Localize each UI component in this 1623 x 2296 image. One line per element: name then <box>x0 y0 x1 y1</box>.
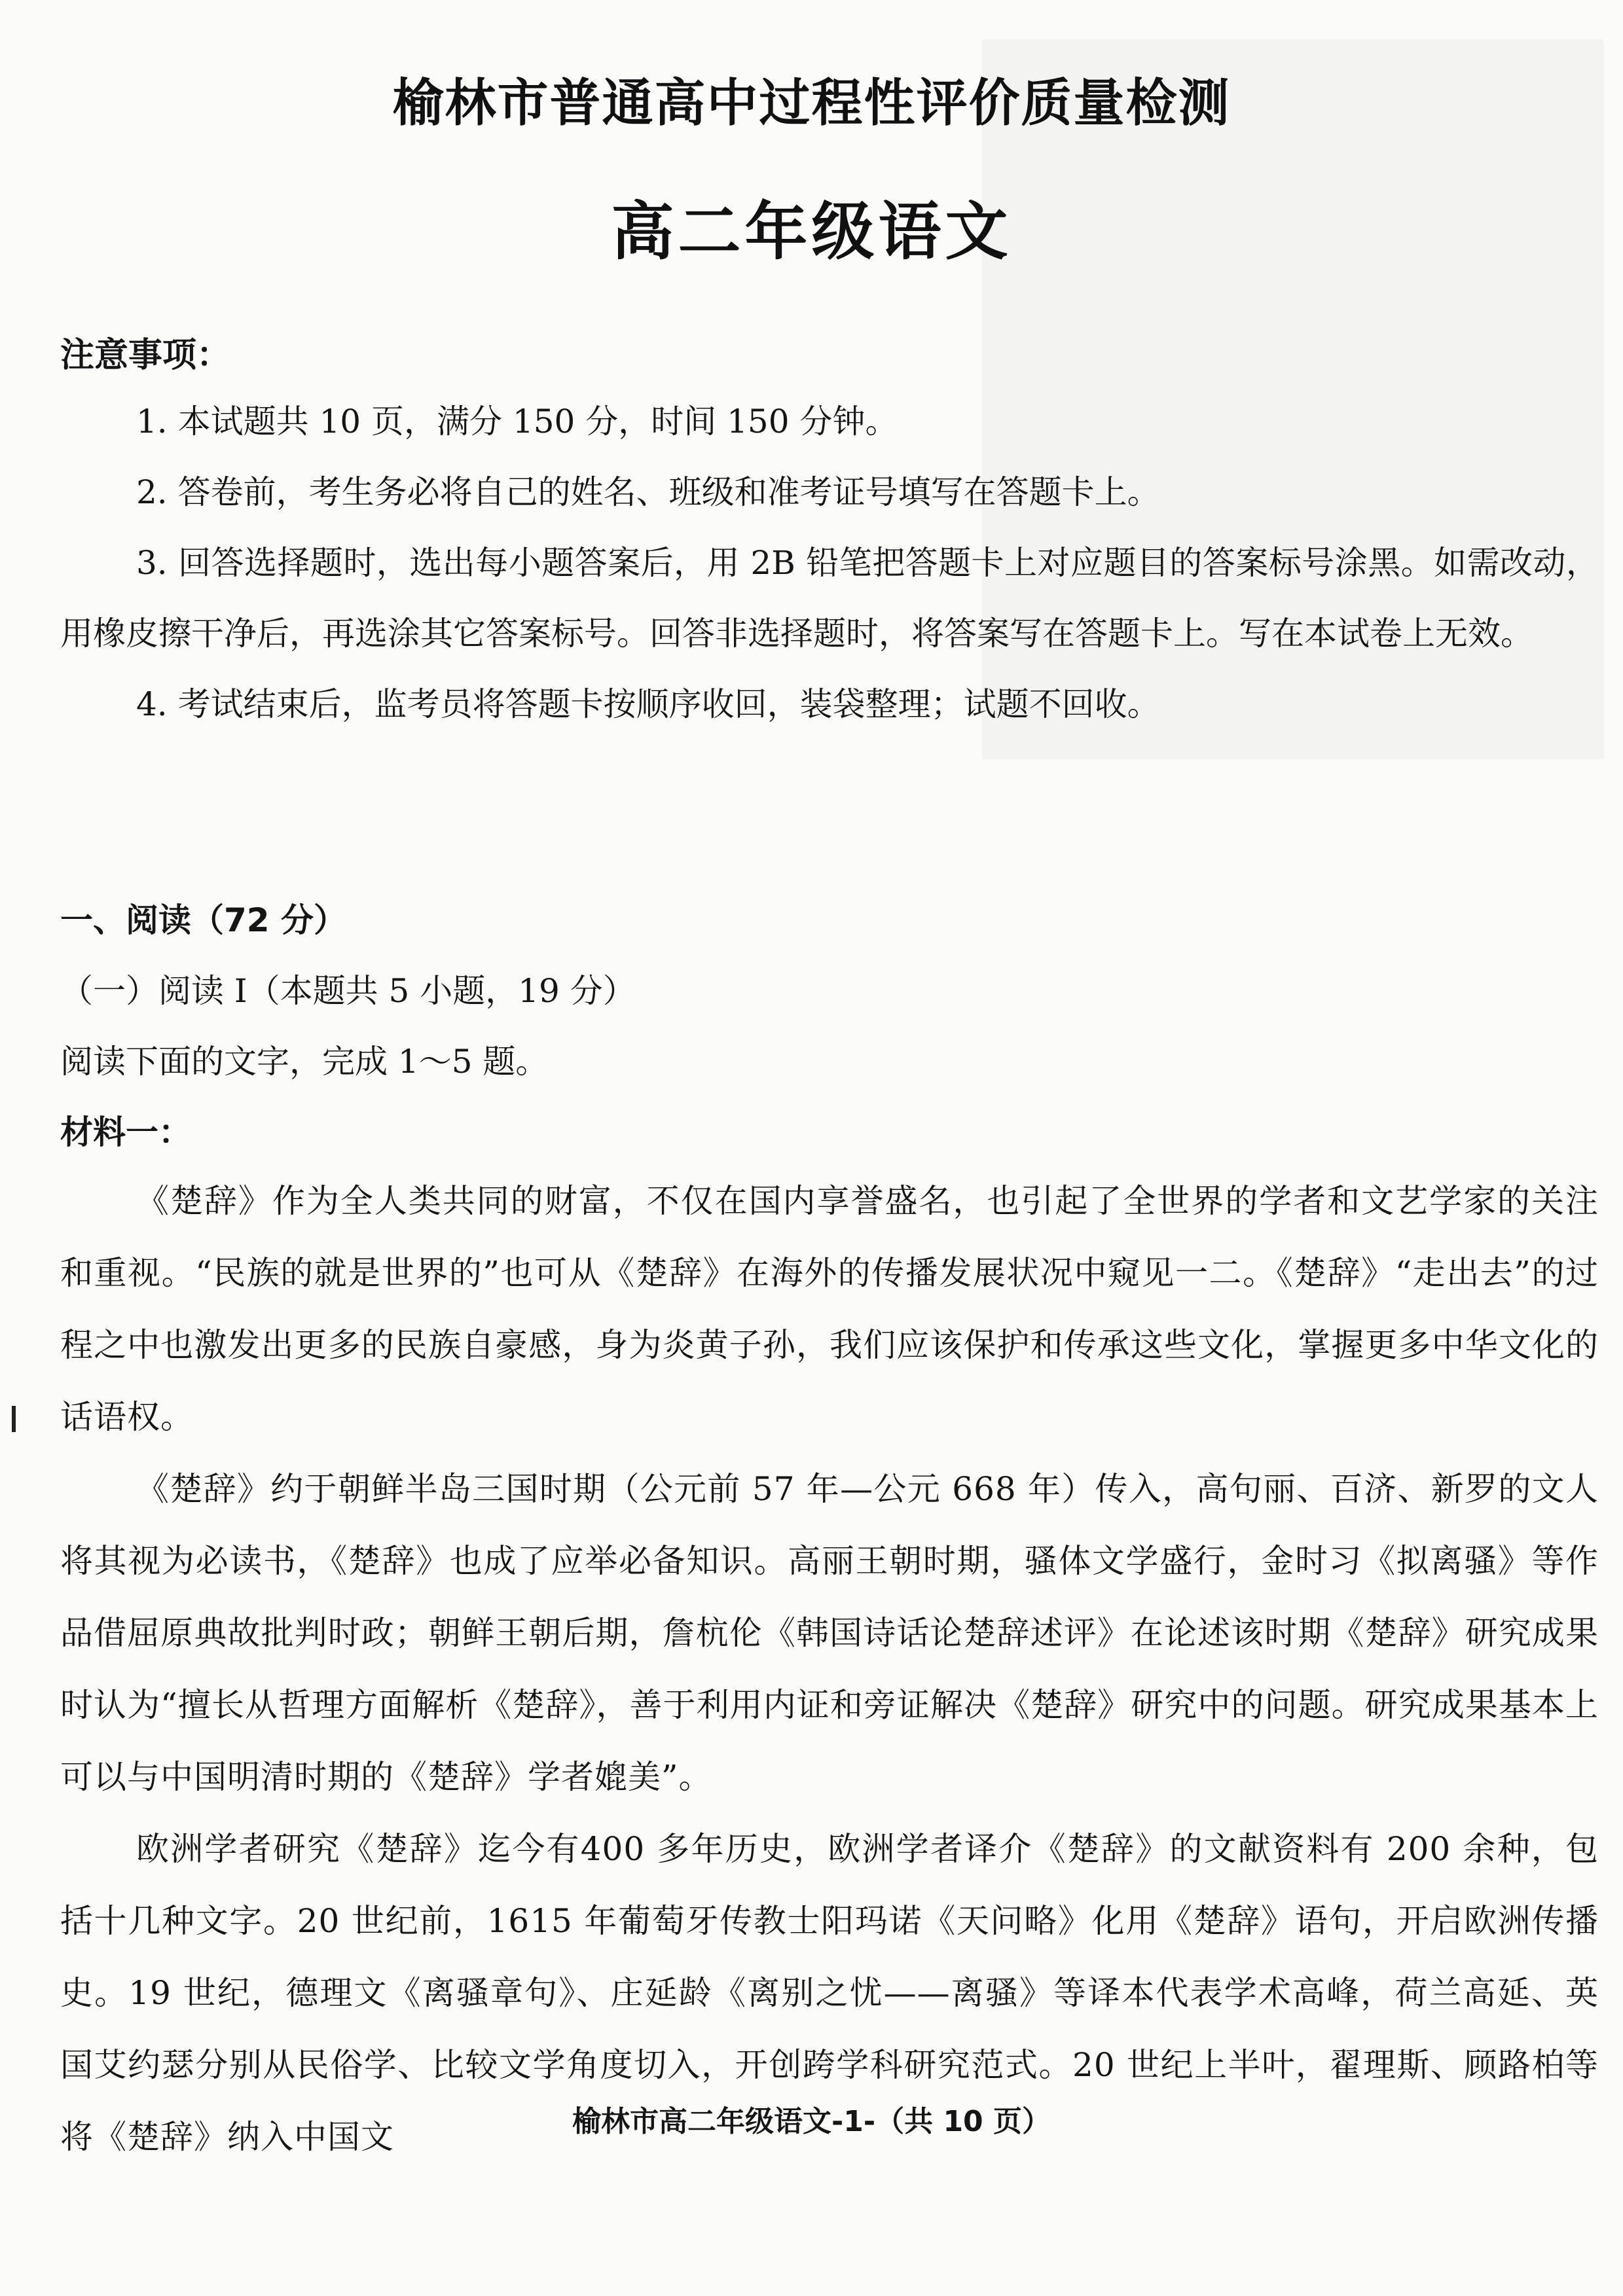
reading-section-header <box>60 885 1599 1168</box>
page-footer: 榆林市高二年级语文-1-（共 10 页） <box>572 2105 1051 2138</box>
material-paragraph-1: 《楚辞》作为全人类共同的财富，不仅在国内享誉盛名，也引起了全世界的学者和文艺学家的关注和重视。“民族的就是世界的”也可从《楚辞》在海外的传播发展状况中窥见一二。《楚辞》“走出去”的过程之中也激发出更多的民族自豪感，身为炎黄子孙，我们应该保护和传承这些文化，掌握更多中华文化的话语权。 <box>60 1182 1599 1436</box>
section-heading: 一、阅读（72 分） <box>60 901 346 939</box>
section-subheading: （一）阅读 Ⅰ（本题共 5 小题，19 分） <box>60 972 636 1010</box>
exam-title: 榆林市普通高中过程性评价质量检测 <box>392 74 1231 133</box>
material-paragraph-3: 欧洲学者研究《楚辞》迄今有400 多年历史，欧洲学者译介《楚辞》的文献资料有 200 余种，包括十几种文字。20 世纪前，1615 年葡萄牙传教士阳玛诺《天问略》化用《楚辞》语句，开启欧洲传播史。19 世纪，德理文《离骚章句》、庄延龄《离别之忧——离骚》等译本代表学术高峰，荷兰高延、英国艾约瑟分别从民俗学、比较文学角度切入，开创跨学科研究范式。20 世纪上半叶，翟理斯、顾路柏等将《楚辞》纳入中国文 <box>60 1830 1599 2156</box>
material-paragraph-2: 《楚辞》约于朝鲜半岛三国时期（公元前 57 年—公元 668 年）传入，高句丽、百济、新罗的文人将其视为必读书，《楚辞》也成了应举必备知识。高丽王朝时期，骚体文学盛行，金时习《拟离骚》等作品借屈原典故批判时政；朝鲜王朝后期，詹杭伦《韩国诗话论楚辞述评》在论述该时期《楚辞》研究成果时认为“擅长从哲理方面解析《楚辞》，善于利用内证和旁证解决《楚辞》研究中的问题。研究成果基本上可以与中国明清时期的《楚辞》学者媲美”。 <box>60 1470 1599 1796</box>
material-label: 材料一： <box>60 1113 191 1151</box>
note-item-3: 3. 回答选择题时，选出每小题答案后，用 2B 铅笔把答题卡上对应题目的答案标号涂黑。如需改动，用橡皮擦干净后，再选涂其它答案标号。回答非选择题时，将答案写在答题卡上。写在本试卷上无效。 <box>60 544 1599 653</box>
notes-heading: 注意事项： <box>60 336 231 375</box>
note-item-4: 4. 考试结束后，监考员将答题卡按顺序收回，装袋整理；试题不回收。 <box>136 685 1160 723</box>
notes-list <box>60 386 1599 740</box>
exam-subtitle: 高二年级语文 <box>611 195 1012 268</box>
note-item-2: 2. 答卷前，考生务必将自己的姓名、班级和准考证号填写在答题卡上。 <box>136 473 1160 511</box>
section-instruction: 阅读下面的文字，完成 1～5 题。 <box>60 1043 549 1081</box>
binding-margin-mark <box>12 1406 16 1432</box>
note-item-1: 1. 本试题共 10 页，满分 150 分，时间 150 分钟。 <box>136 403 898 440</box>
material-one-text <box>60 1165 1599 2173</box>
